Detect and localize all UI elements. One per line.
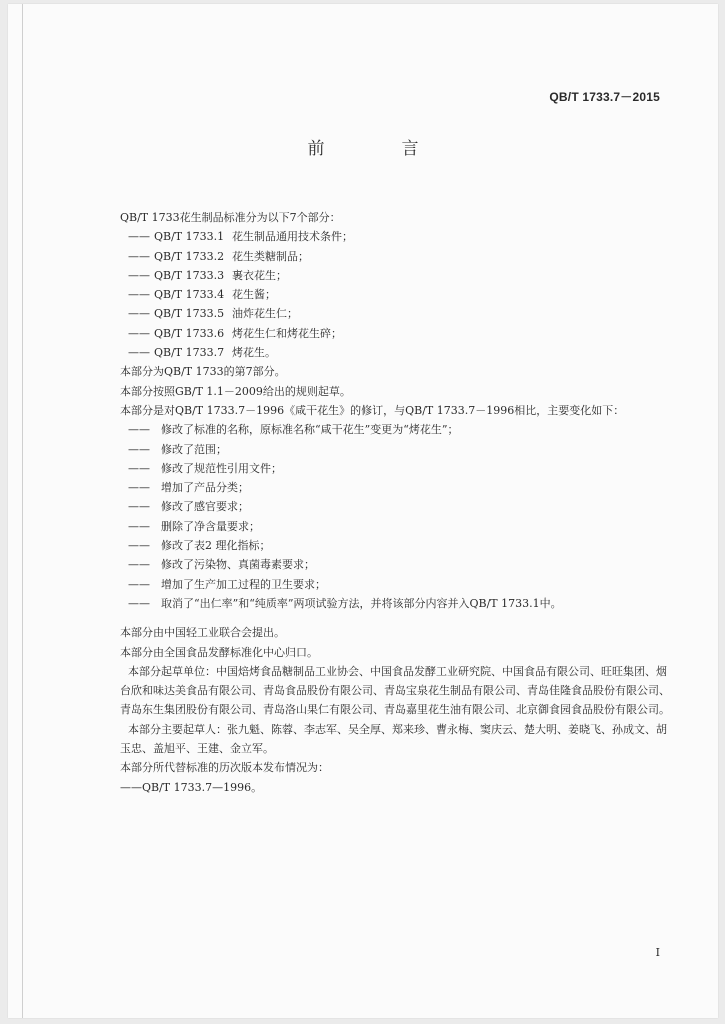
statement-line: 本部分为QB/T 1733的第7部分。 [120,365,286,379]
part-dash: —— [128,307,150,321]
part-item [120,304,675,323]
part-dash: —— [128,230,150,244]
part-name: 烤花生。 [232,346,276,360]
centralized-line: 本部分由全国食品发酵标准化中心归口。 [120,645,318,659]
part-item [120,266,675,285]
change-item: —— 增加了生产加工过程的卫生要求； [128,577,326,591]
change-item: —— 修改了标准的名称，原标准名称“咸干花生”变更为“烤花生”； [128,423,459,437]
part-name: 裹衣花生； [232,268,287,282]
part-item [120,285,675,304]
document-page [8,4,718,1018]
part-code: QB/T 1733.1 [154,230,225,244]
drafting-units-paragraph: 本部分起草单位：中国焙烤食品糖制品工业协会、中国食品发酵工业研究院、中国食品有限公司、旺旺集团、烟台欣和味达美食品有限公司、青岛食品股份有限公司、青岛宝泉花生制品有限公司、青岛佳隆食品股份有限公司、青岛东生集团股份有限公司、青岛洛山果仁有限公司、青岛嘉里花生油有限公司、北京御食园食品股份有限公司。 [120,664,670,717]
part-name: 烤花生仁和烤花生碎； [232,326,342,340]
part-item [120,324,675,343]
part-name: 花生制品通用技术条件； [232,230,353,244]
paragraph-gap [120,613,675,623]
part-item [120,227,675,246]
change-item: —— 修改了表2 理化指标； [128,539,271,553]
change-item: —— 取消了“出仁率”和“纯质率”两项试验方法，并将该部分内容并入QB/T 1733.1中。 [128,596,562,610]
history-intro-line: 本部分所代替标准的历次版本发布情况为： [120,761,329,775]
part-code: QB/T 1733.7 [154,346,225,360]
part-code: QB/T 1733.2 [154,249,225,263]
history-item: ——QB/T 1733.7—1996。 [120,780,263,794]
statement-line: 本部分是对QB/T 1733.7－1996《咸干花生》的修订，与QB/T 1733.7－1996相比，主要变化如下： [120,403,625,417]
part-name: 花生类糖制品； [232,249,309,263]
proposal-line: 本部分由中国轻工业联合会提出。 [120,626,285,640]
part-code: QB/T 1733.4 [154,288,225,302]
change-item: —— 修改了范围； [128,442,227,456]
change-item: —— 删除了净含量要求； [128,519,260,533]
part-dash: —— [128,249,150,263]
drafters-paragraph: 本部分主要起草人：张九魁、陈蓉、李志军、吴全厚、郑来珍、曹永梅、窦庆云、楚大明、姜晓飞、孙成文、胡玉忠、盖旭平、王建、金立军。 [120,722,667,756]
part-name: 花生酱； [232,288,276,302]
part-dash: —— [128,346,150,360]
part-dash: —— [128,268,150,282]
page-title: 前 言 [307,139,449,159]
part-item [120,343,675,362]
change-item: —— 修改了感官要求； [128,500,249,514]
part-code: QB/T 1733.6 [154,326,225,340]
statement-line: 本部分按照GB/T 1.1－2009给出的规则起草。 [120,384,351,398]
part-dash: —— [128,326,150,340]
part-code: QB/T 1733.3 [154,268,225,282]
foreword-body [120,208,675,797]
part-dash: —— [128,288,150,302]
intro-line: QB/T 1733花生制品标准分为以下7个部分： [120,211,341,224]
part-name: 油炸花生仁； [232,307,298,321]
change-item: —— 增加了产品分类； [128,481,249,495]
page-number: I [655,946,660,959]
standard-code: QB/T 1733.7－2015 [549,90,660,104]
change-item: —— 修改了规范性引用文件； [128,461,282,475]
part-item [120,247,675,266]
change-item: —— 修改了污染物、真菌毒素要求； [128,558,315,572]
part-code: QB/T 1733.5 [154,307,225,321]
